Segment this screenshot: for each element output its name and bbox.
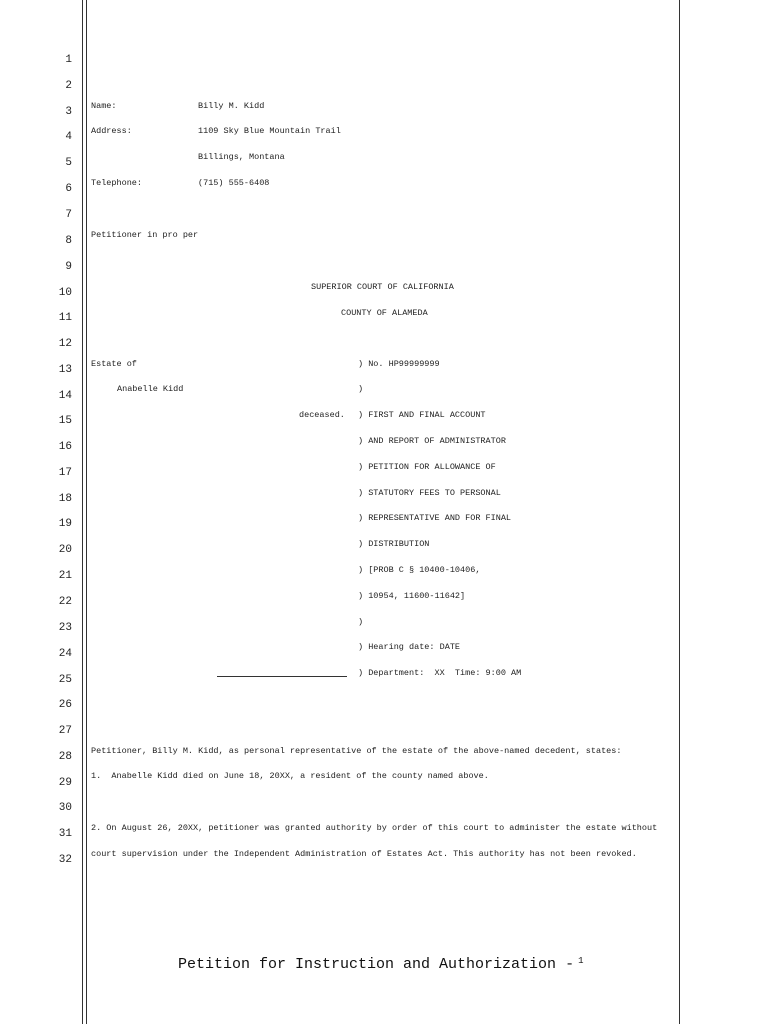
court-county: COUNTY OF ALAMEDA: [341, 308, 428, 318]
caption-right-line: ) AND REPORT OF ADMINISTRATOR: [358, 436, 506, 446]
address-label: Address:: [91, 126, 132, 136]
line-number: 23: [58, 622, 72, 634]
telephone-value: (715) 555-6408: [198, 178, 270, 188]
caption-right-line: ) [PROB C § 10400-10406,: [358, 565, 481, 575]
line-number: 19: [58, 518, 72, 530]
caption-right-line: ) STATUTORY FEES TO PERSONAL: [358, 488, 501, 498]
line-number: 5: [65, 157, 72, 169]
line-number: 18: [58, 493, 72, 505]
caption-right-line: ) PETITION FOR ALLOWANCE OF: [358, 462, 496, 472]
line-number: 12: [58, 338, 72, 350]
line-number: 16: [58, 441, 72, 453]
line-number: 10: [58, 287, 72, 299]
caption-right-line: ): [358, 617, 364, 627]
line-number: 13: [58, 364, 72, 376]
court-name: SUPERIOR COURT OF CALIFORNIA: [311, 282, 454, 292]
line-number: 26: [58, 699, 72, 711]
caption-right-line: ) FIRST AND FINAL ACCOUNT: [358, 410, 486, 420]
line-number: 8: [65, 235, 72, 247]
line-number: 31: [58, 828, 72, 840]
telephone-label: Telephone:: [91, 178, 143, 188]
caption-right-line: ) No. HP99999999: [358, 359, 440, 369]
body-paragraph-2-line-2: court supervision under the Independent Administration of Estates Act. This authority has not been revoked.: [91, 849, 637, 859]
name-label: Name:: [91, 101, 117, 111]
address-line-1: 1109 Sky Blue Mountain Trail: [198, 126, 341, 136]
line-number: 6: [65, 183, 72, 195]
decedent-name: Anabelle Kidd: [117, 384, 184, 394]
left-margin-rule-outer: [82, 0, 83, 1024]
body-paragraph-2-line-1: 2. On August 26, 20XX, petitioner was granted authority by order of this court to administer the estate without: [91, 823, 658, 833]
line-number: 30: [58, 802, 72, 814]
body-paragraph-1: 1. Anabelle Kidd died on June 18, 20XX, a resident of the county named above.: [91, 771, 489, 781]
line-number: 7: [65, 209, 72, 221]
estate-of-label: Estate of: [91, 359, 137, 369]
line-number: 17: [58, 467, 72, 479]
line-number: 9: [65, 261, 72, 273]
line-number: 25: [58, 674, 72, 686]
caption-right-line: ) REPRESENTATIVE AND FOR FINAL: [358, 513, 512, 523]
deceased-label: deceased.: [299, 410, 345, 420]
footer-page-number: 1: [578, 956, 584, 966]
line-number: 4: [65, 131, 72, 143]
line-number: 21: [58, 570, 72, 582]
caption-right-line: ) DISTRIBUTION: [358, 539, 430, 549]
line-number: 14: [58, 390, 72, 402]
caption-right-line: ): [358, 384, 364, 394]
name-value: Billy M. Kidd: [198, 101, 265, 111]
line-number: 20: [58, 544, 72, 556]
petitioner-status: Petitioner in pro per: [91, 230, 199, 240]
address-line-2: Billings, Montana: [198, 152, 285, 162]
caption-right-line: ) 10954, 11600-11642]: [358, 591, 466, 601]
caption-right-line: ) Hearing date: DATE: [358, 642, 461, 652]
left-margin-rule-inner: [86, 0, 87, 1024]
line-number: 22: [58, 596, 72, 608]
line-number: 11: [58, 312, 72, 324]
body-intro: Petitioner, Billy M. Kidd, as personal representative of the estate of the above-named decedent, states:: [91, 746, 622, 756]
caption-signature-line: [217, 676, 347, 677]
page-footer: [178, 956, 583, 973]
line-number: 27: [58, 725, 72, 737]
line-number: 28: [58, 751, 72, 763]
line-number: 2: [65, 80, 72, 92]
caption-right-line: ) Department: XX Time: 9:00 AM: [358, 668, 522, 678]
line-number: 1: [65, 54, 72, 66]
line-number: 15: [58, 415, 72, 427]
footer-title: Petition for Instruction and Authorization -: [178, 956, 575, 973]
line-number: 24: [58, 648, 72, 660]
line-number: 29: [58, 777, 72, 789]
line-number: 3: [65, 106, 72, 118]
line-number: 32: [58, 854, 72, 866]
right-margin-rule: [679, 0, 680, 1024]
